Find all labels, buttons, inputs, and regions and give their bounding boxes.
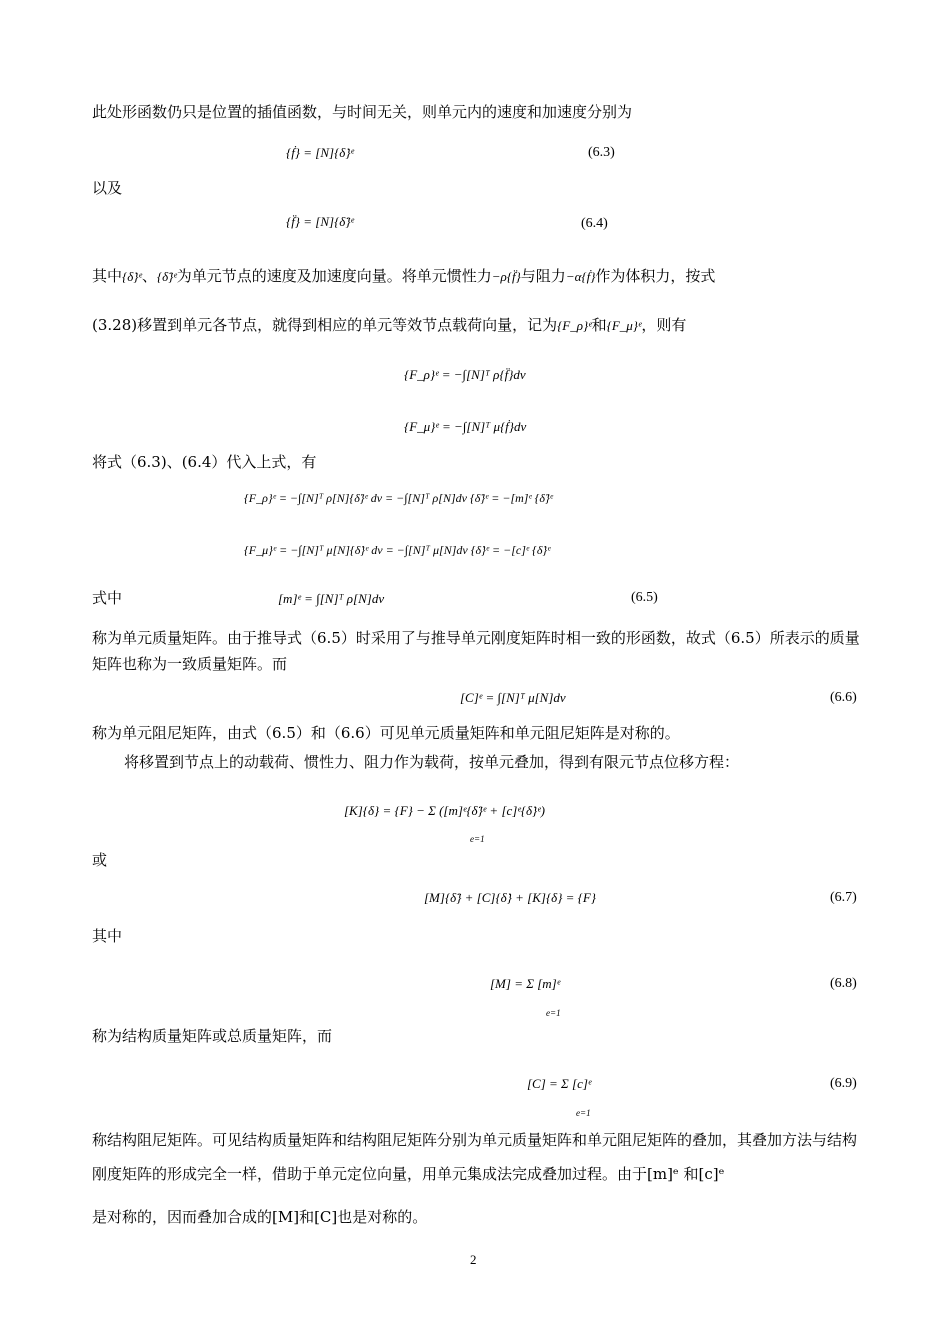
equation-6-7: [M]{δ̈} + [C]{δ̇} + [K]{δ} = {F} (424, 890, 597, 905)
paragraph: 称结构阻尼矩阵。可见结构质量矩阵和结构阻尼矩阵分别为单元质量矩阵和单元阻尼矩阵的叠加，其叠加方法与结构刚度矩阵的形成完全一样，借助于单元定位向量，用单元集成法完成叠加过程。由于[m]ᵉ 和[c]ᵉ (92, 1131, 858, 1183)
equation-number: (6.4) (581, 216, 608, 231)
text-line: 其中 (92, 927, 123, 945)
equation-6-5: [m]ᵉ = ∫[N]ᵀ ρ[N]dv (278, 591, 385, 606)
equation-f-rho: {F_ρ}ᵉ = −∫[N]ᵀ ρ{f̈}dv (404, 367, 526, 382)
text-line: 是对称的，因而叠加合成的[M]和[C]也是对称的。 (92, 1208, 428, 1226)
equation-6-8: [M] = Σ [m]ᵉ (490, 976, 561, 991)
text-line: 将移置到节点上的动载荷、惯性力、阻力作为载荷，按单元叠加，得到有限元节点位移方程： (124, 753, 740, 771)
text-line (92, 315, 686, 335)
equation-6-6: [C]ᵉ = ∫[N]ᵀ μ[N]dv (460, 690, 566, 705)
text-line: 称为单元阻尼矩阵，由式（6.5）和（6.6）可见单元质量矩阵和单元阻尼矩阵是对称的。 (92, 724, 680, 742)
text-line: 称为结构质量矩阵或总质量矩阵，而 (92, 1027, 333, 1045)
inline-math: −ρ{f̈} (491, 269, 521, 284)
text-line: 以及 (92, 179, 123, 197)
equation-number: (6.7) (830, 890, 857, 905)
text: (3.28)移置到单元各节点，就得到相应的单元等效节点载荷向量，记为 (92, 316, 558, 334)
text: 为单元节点的速度及加速度向量。将单元惯性力 (176, 267, 492, 285)
text: 作为体积力，按式 (595, 267, 716, 285)
equation-number: (6.9) (830, 1076, 857, 1091)
text: 其中 (92, 267, 123, 285)
text: 、 (141, 267, 157, 285)
inline-math: {F_ρ}ᵉ (557, 318, 592, 333)
equation-6-9: [C] = Σ [c]ᵉ (527, 1076, 592, 1091)
equation-number: (6.5) (631, 590, 658, 605)
page-number: 2 (470, 1252, 477, 1267)
equation-sum: [K]{δ} = {F} − Σ ([m]ᵉ{δ̈}ᵉ + [c]ᵉ{δ̇}ᵉ) (344, 803, 545, 818)
inline-math: {δ̈}ᵉ (156, 269, 177, 284)
text: 和 (591, 316, 607, 334)
text: ，则有 (641, 316, 687, 334)
sum-limit: e=1 (470, 834, 485, 844)
equation-f-mu: {F_μ}ᵉ = −∫[N]ᵀ μ{ḟ}dv (404, 419, 527, 434)
equation-f-rho-expanded: {F_ρ}ᵉ = −∫[N]ᵀ ρ[N]{δ̈}ᵉ dv = −∫[N]ᵀ ρ[N]dv {δ̈}ᵉ = −[m]ᵉ {δ̈}ᵉ (244, 491, 553, 505)
equation-number: (6.3) (588, 145, 615, 160)
equation-number: (6.6) (830, 690, 857, 705)
text-line: 此处形函数仍只是位置的插值函数，与时间无关，则单元内的速度和加速度分别为 (92, 103, 633, 121)
text: 与阻力 (520, 267, 566, 285)
inline-math: {δ̇}ᵉ (122, 269, 142, 284)
text-line: 或 (92, 851, 108, 869)
text-line: 将式（6.3)、(6.4）代入上式，有 (92, 453, 317, 471)
sum-limit: e=1 (576, 1108, 591, 1118)
equation-6-3: {ḟ} = [N]{δ̇}ᵉ (286, 145, 354, 160)
equation-6-4: {f̈} = [N]{δ̈}ᵉ (286, 214, 354, 229)
text-line: 式中 (92, 589, 123, 607)
paragraph: 称为单元质量矩阵。由于推导式（6.5）时采用了与推导单元刚度矩阵时相一致的形函数，故式（6.5）所表示的质量矩阵也称为一致质量矩阵。而 (92, 629, 860, 673)
inline-math: {F_μ}ᵉ (606, 318, 642, 333)
inline-math: −α{ḟ} (565, 269, 596, 284)
equation-number: (6.8) (830, 976, 857, 991)
text-line (92, 266, 715, 286)
equation-f-mu-expanded: {F_μ}ᵉ = −∫[N]ᵀ μ[N]{δ̇}ᵉ dv = −∫[N]ᵀ μ[N]dv {δ̇}ᵉ = −[c]ᵉ {δ̇}ᵉ (244, 543, 551, 557)
sum-limit: e=1 (546, 1008, 561, 1018)
